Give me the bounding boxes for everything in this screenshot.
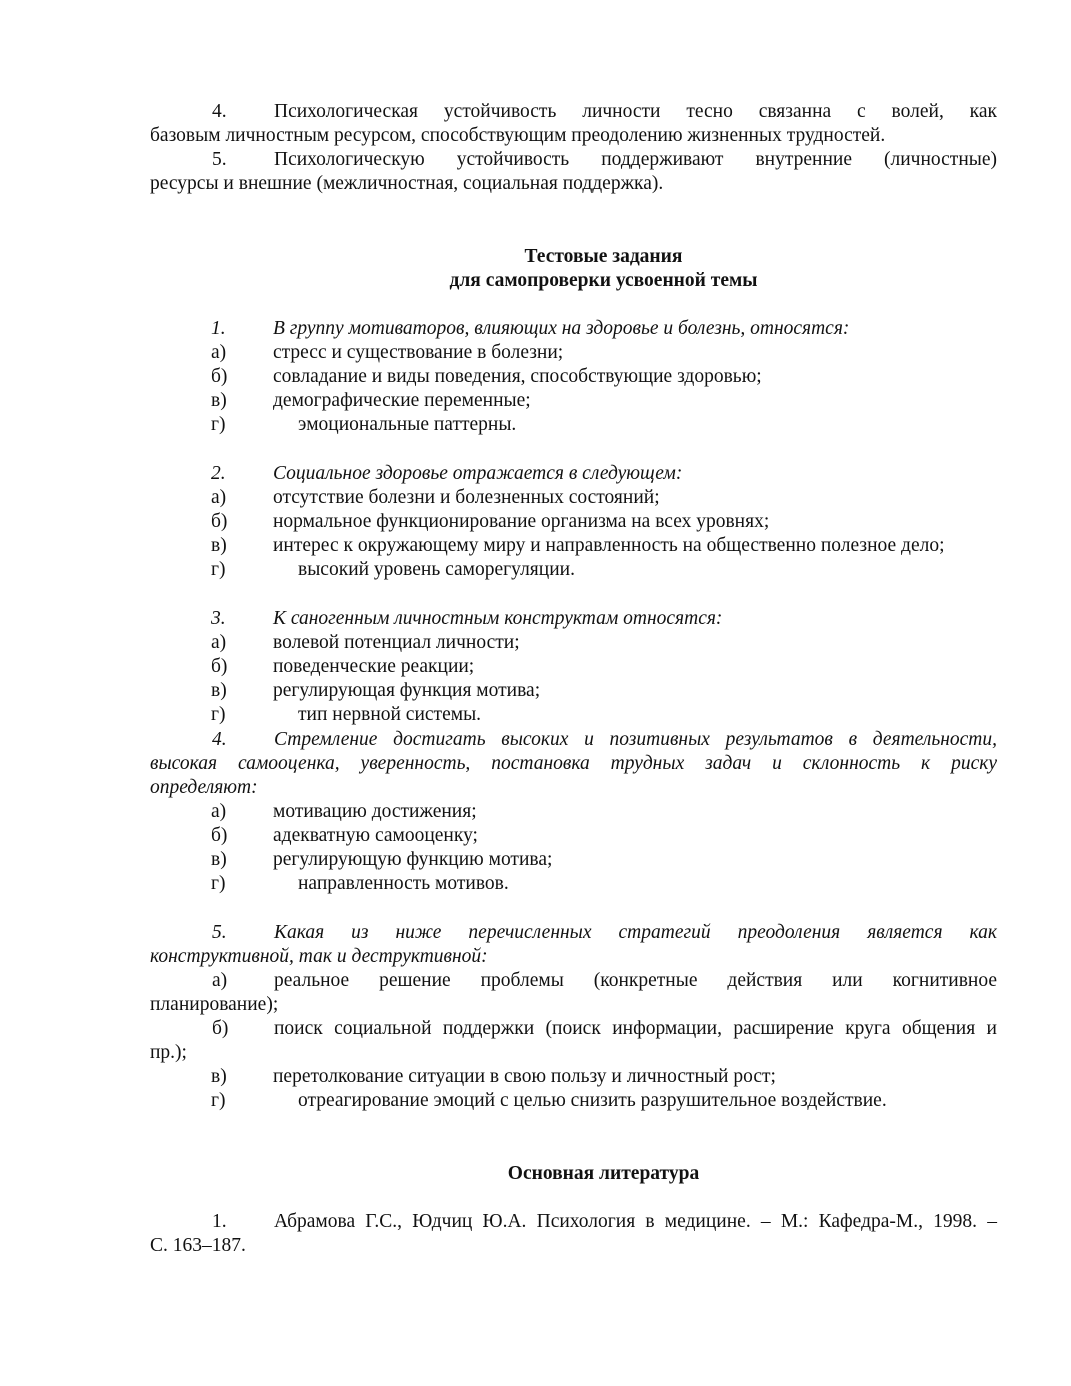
literature-heading: Основная литература — [507, 1163, 700, 1184]
question-4-line3: определяют: — [150, 777, 258, 798]
option-text: адекватную самооценку; — [273, 825, 478, 846]
option-text: поиск социальной поддержки (поиск информации, расширение круга общения и — [274, 1018, 997, 1039]
conclusion-4-line1 — [150, 100, 997, 124]
question-5-line1 — [150, 921, 997, 945]
option-letter: а) — [212, 970, 228, 991]
option-letter: г) — [211, 873, 226, 894]
option-letter: г) — [211, 1090, 226, 1111]
question-1-text: В группу мотиваторов, влияющих на здоровье и болезнь, относятся: — [273, 318, 850, 339]
option-letter: в) — [211, 535, 227, 556]
conclusion-4-line2: базовым личностным ресурсом, способствующим преодолению жизненных трудностей. — [150, 125, 886, 146]
question-number: 1. — [211, 318, 226, 339]
literature-number: 1. — [212, 1211, 227, 1232]
tests-heading-line1: Тестовые задания — [524, 246, 683, 267]
option-letter: в) — [211, 680, 227, 701]
question-text: Стремление достигать высоких и позитивных результатов в деятельности, — [274, 729, 997, 750]
question-number: 5. — [212, 922, 227, 943]
option-letter: г) — [211, 414, 226, 435]
conclusion-text: Психологическая устойчивость личности тесно связанна с волей, как — [274, 101, 997, 122]
option-letter: а) — [211, 342, 227, 363]
question-text: Какая из ниже перечисленных стратегий преодоления является как — [274, 922, 997, 943]
question-5-line2: конструктивной, так и деструктивной: — [150, 946, 488, 967]
question-2-text: Социальное здоровье отражается в следующем: — [273, 463, 683, 484]
option-letter: а) — [211, 487, 227, 508]
option-letter: б) — [211, 656, 228, 677]
option-text: волевой потенциал личности; — [273, 632, 520, 653]
question-5-option-a-line1 — [150, 969, 997, 993]
option-letter: а) — [211, 801, 227, 822]
option-text: реальное решение проблемы (конкретные действия или когнитивное — [274, 970, 997, 991]
question-4-line1 — [150, 728, 997, 752]
option-letter: а) — [211, 632, 227, 653]
conclusion-number: 4. — [212, 101, 227, 122]
option-text: интерес к окружающему миру и направленность на общественно полезное дело; — [273, 535, 945, 556]
question-5-option-b-line1 — [150, 1017, 997, 1041]
option-text: совладание и виды поведения, способствующие здоровью; — [273, 366, 762, 387]
option-letter: б) — [211, 825, 228, 846]
option-text: перетолкование ситуации в свою пользу и личностный рост; — [273, 1066, 776, 1087]
option-letter: г) — [211, 559, 226, 580]
question-number: 2. — [211, 463, 226, 484]
conclusion-number: 5. — [212, 149, 227, 170]
tests-heading-line2: для самопроверки усвоенной темы — [449, 270, 758, 291]
option-text: поведенческие реакции; — [273, 656, 475, 677]
literature-text: Абрамова Г.С., Юдчиц Ю.А. Психология в медицине. – М.: Кафедра-М., 1998. – — [274, 1211, 997, 1232]
option-text: стресс и существование в болезни; — [273, 342, 564, 363]
question-number: 3. — [211, 608, 226, 629]
question-5-option-a-line2: планирование); — [150, 994, 279, 1015]
option-letter: в) — [211, 390, 227, 411]
question-5-option-b-line2: пр.); — [150, 1042, 187, 1063]
option-letter: б) — [212, 1018, 229, 1039]
literature-item-1-line1 — [150, 1210, 997, 1234]
question-3-text: К саногенным личностным конструктам относятся: — [273, 608, 723, 629]
option-letter: б) — [211, 511, 228, 532]
conclusion-5-line1 — [150, 148, 997, 172]
option-letter: в) — [211, 1066, 227, 1087]
option-text: тип нервной системы. — [298, 704, 482, 725]
conclusion-5-line2: ресурсы и внешние (межличностная, социальная поддержка). — [150, 173, 664, 194]
option-text: регулирующую функцию мотива; — [273, 849, 553, 870]
option-letter: б) — [211, 366, 228, 387]
option-text: эмоциональные паттерны. — [298, 414, 517, 435]
option-text: высокий уровень саморегуляции. — [298, 559, 575, 580]
option-text: отсутствие болезни и болезненных состояний; — [273, 487, 660, 508]
option-text: направленность мотивов. — [298, 873, 509, 894]
question-4-line2: высокая самооценка, уверенность, постановка трудных задач и склонность к риску — [150, 753, 997, 774]
option-text: отреагирование эмоций с целью снизить разрушительное воздействие. — [298, 1090, 887, 1111]
option-text: мотивацию достижения; — [273, 801, 477, 822]
question-number: 4. — [212, 729, 227, 750]
option-letter: г) — [211, 704, 226, 725]
literature-item-1-line2: С. 163–187. — [150, 1235, 246, 1256]
option-text: демографические переменные; — [273, 390, 531, 411]
option-text: регулирующая функция мотива; — [273, 680, 541, 701]
conclusion-text: Психологическую устойчивость поддерживают внутренние (личностные) — [274, 149, 997, 170]
option-text: нормальное функционирование организма на всех уровнях; — [273, 511, 770, 532]
option-letter: в) — [211, 849, 227, 870]
